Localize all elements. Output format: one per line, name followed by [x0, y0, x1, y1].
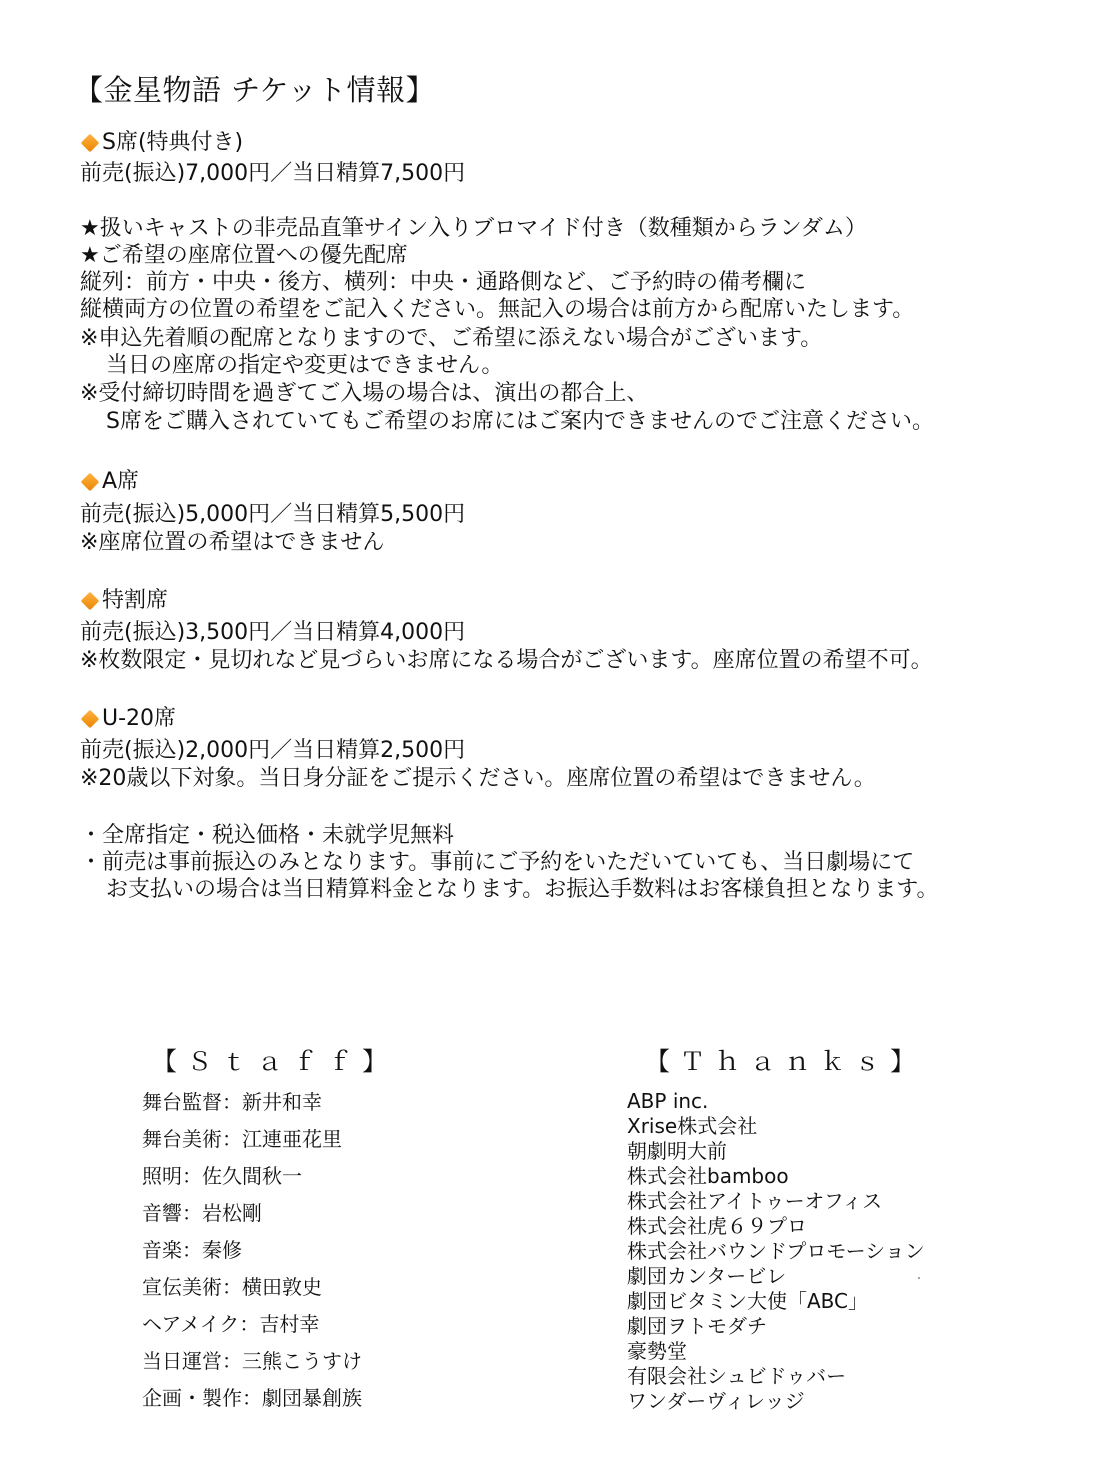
thanks-item: 豪勢堂: [627, 1339, 687, 1363]
staff-item: 舞台監督：新井和幸: [142, 1090, 322, 1114]
s-seat-note-3: ※受付締切時間を過ぎてご入場の場合は、演出の都合上、: [80, 381, 649, 406]
a-seat-note: ※座席位置の希望はできません: [80, 530, 385, 555]
section-head-label: S席(特典付き): [102, 130, 244, 155]
staff-list: [142, 1084, 362, 1417]
section-a-seat-head: [80, 467, 139, 497]
thanks-item: 株式会社bamboo: [627, 1164, 789, 1188]
thanks-item: ワンダーヴィレッジ: [627, 1389, 805, 1413]
u20-seat-note: ※20歳以下対象。当日身分証をご提示ください。座席位置の希望はできません。: [80, 766, 876, 791]
section-u20-seat-head: [80, 704, 176, 734]
orange-diamond-icon: [81, 134, 100, 153]
s-seat-price: 前売(振込)7,000円／当日精算7,500円: [80, 161, 466, 186]
thanks-heading: 【Ｔｈａｎｋｓ】: [645, 1047, 926, 1076]
staff-item: 企画・製作：劇団暴創族: [142, 1386, 362, 1410]
staff-item: 照明：佐久間秋一: [142, 1164, 302, 1188]
s-seat-benefit-2: ★ご希望の座席位置への優先配席: [80, 243, 408, 268]
section-head-label: A席: [102, 469, 140, 494]
staff-item: 当日運営：三熊こうすけ: [142, 1349, 362, 1373]
s-seat-note-2: 当日の座席の指定や変更はできません。: [106, 353, 504, 378]
page-title: 【金星物語 チケット情報】: [74, 73, 436, 107]
s-seat-note-1: ※申込先着順の配席となりますので、ご希望に添えない場合がございます。: [80, 326, 823, 351]
general-note-2: ・前売は事前振込のみとなります。事前にご予約をいただいていても、当日劇場にて: [80, 850, 915, 875]
section-head-label: U-20席: [102, 706, 177, 731]
discount-seat-note: ※枚数限定・見切れなど見づらいお席になる場合がございます。座席位置の希望不可。: [80, 648, 933, 673]
a-seat-price: 前売(振込)5,000円／当日精算5,500円: [80, 502, 466, 527]
thanks-item: 株式会社アイトゥーオフィス: [627, 1189, 883, 1213]
thanks-item: 朝劇明大前: [627, 1139, 727, 1163]
thanks-item: 劇団カンタービレ: [627, 1264, 787, 1288]
thanks-item: 株式会社虎６９プロ: [627, 1214, 807, 1238]
stray-dot: [918, 1277, 920, 1279]
orange-diamond-icon: [81, 710, 100, 729]
u20-seat-price: 前売(振込)2,000円／当日精算2,500円: [80, 738, 466, 763]
orange-diamond-icon: [81, 473, 100, 492]
section-s-seat-head: [80, 128, 243, 158]
orange-diamond-icon: [81, 592, 100, 611]
thanks-item: 劇団ビタミン大使「ABC」: [627, 1289, 869, 1313]
discount-seat-price: 前売(振込)3,500円／当日精算4,000円: [80, 620, 466, 645]
staff-heading: 【Ｓｔａｆｆ】: [152, 1047, 398, 1076]
general-note-1: ・全席指定・税込価格・未就学児無料: [80, 823, 455, 848]
thanks-item: ABP inc.: [627, 1089, 709, 1113]
s-seat-benefit-1: ★扱いキャストの非売品直筆サイン入りブロマイド付き（数種類からランダム）: [80, 216, 867, 241]
staff-item: 宣伝美術：横田敦史: [142, 1275, 322, 1299]
s-seat-note-4: S席をご購入されていてもご希望のお席にはご案内できませんのでご注意ください。: [106, 409, 934, 434]
thanks-item: 劇団ヲトモダチ: [627, 1314, 767, 1338]
staff-item: 舞台美術：江連亜花里: [142, 1127, 342, 1151]
thanks-list: [627, 1089, 925, 1414]
section-head-label: 特割席: [102, 588, 169, 613]
thanks-item: 株式会社バウンドプロモーション: [627, 1239, 925, 1263]
s-seat-detail-1: 縦列：前方・中央・後方、横列：中央・通路側など、ご予約時の備考欄に: [80, 270, 807, 295]
thanks-item: Xrise株式会社: [627, 1114, 758, 1138]
section-discount-seat-head: [80, 586, 168, 616]
staff-item: 音楽：秦修: [142, 1238, 242, 1262]
thanks-item: 有限会社シュビドゥバー: [627, 1364, 847, 1388]
staff-item: 音響：岩松剛: [142, 1201, 262, 1225]
s-seat-detail-2: 縦横両方の位置の希望をご記入ください。無記入の場合は前方から配席いたします。: [80, 297, 915, 322]
staff-item: ヘアメイク：吉村幸: [142, 1312, 320, 1336]
general-note-3: お支払いの場合は当日精算料金となります。お振込手数料はお客様負担となります。: [106, 877, 939, 902]
